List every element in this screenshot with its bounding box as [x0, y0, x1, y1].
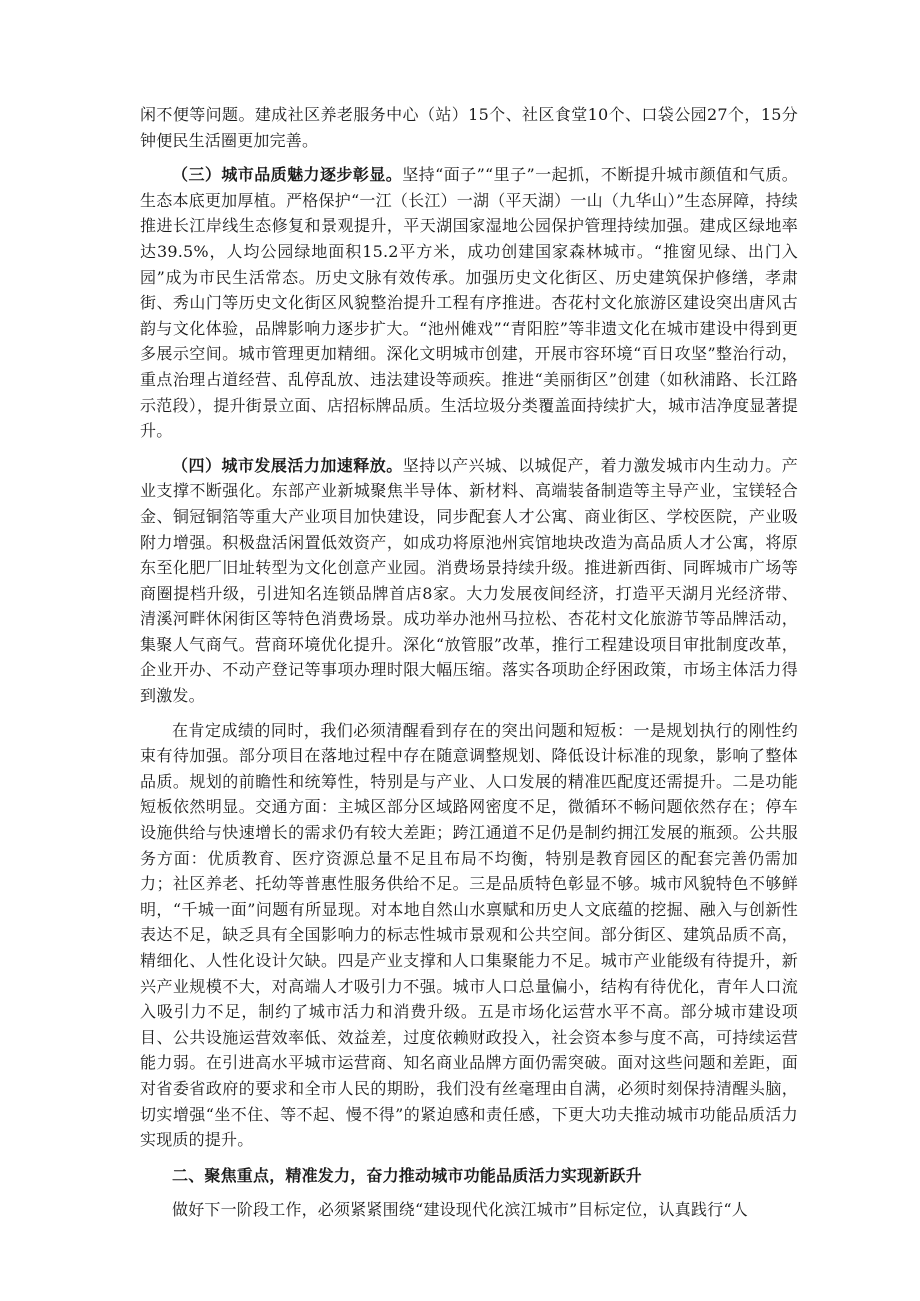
document-page	[140, 102, 798, 1231]
section-4-body: 坚持以产兴城、以城促产，着力激发城市内生动力。产业支撑不断强化。东部产业新城聚焦半导体、新材料、高端装备制造等主导产业，宝镁轻合金、铜冠铜箔等重大产业项目加快建设，同步配套人才公寓、商业街区、学校医院，产业吸附力增强。积极盘活闲置低效资产，如成功将原池州宾馆地块改造为高品质人才公寓，将原东至化肥厂旧址转型为文化创意产业园。消费场景持续升级。推进新西街、同晖城市广场等商圈提档升级，引进知名连锁品牌首店8家。大力发展夜间经济，打造平天湖月光经济带、清溪河畔休闲街区等特色消费场景。成功举办池州马拉松、杏花村文化旅游节等品牌活动，集聚人气商气。营商环境优化提升。深化“放管服”改革，推行工程建设项目审批制度改革，企业开办、不动产登记等事项办理时限大幅压缩。落实各项助企纾困政策，市场主体活力得到激发。	[140, 455, 798, 706]
section-4-lead: （四）城市发展活力加速释放。	[172, 455, 403, 475]
continuation-paragraph: 闲不便等问题。建成社区养老服务中心（站）15个、社区食堂10个、口袋公园27个，15分钟便民生活圈更加完善。	[140, 105, 798, 150]
problems-paragraph: 在肯定成绩的同时，我们必须清醒看到存在的突出问题和短板：一是规划执行的刚性约束有待加强。部分项目在落地过程中存在随意调整规划、降低设计标准的现象，影响了整体品质。规划的前瞻性和统筹性，特别是与产业、人口发展的精准匹配度还需提升。二是功能短板依然明显。交通方面：主城区部分区域路网密度不足，微循环不畅问题依然存在；停车设施供给与快速增长的需求仍有较大差距；跨江通道不足仍是制约拥江发展的瓶颈。公共服务方面：优质教育、医疗资源总量不足且布局不均衡，特别是教育园区的配套完善仍需加力；社区养老、托幼等普惠性服务供给不足。三是品质特色彰显不够。城市风貌特色不够鲜明，“千城一面”问题有所显现。对本地自然山水禀赋和历史人文底蕴的挖掘、融入与创新性表达不足，缺乏具有全国影响力的标志性城市景观和公共空间。部分街区、建筑品质不高，精细化、人性化设计欠缺。四是产业支撑和人口集聚能力不足。城市产业能级有待提升，新兴产业规模不大，对高端人才吸引力不强。城市人口总量偏小，结构有待优化，青年人口流入吸引力不足，制约了城市活力和消费升级。五是市场化运营水平不高。部分城市建设项目、公共设施运营效率低、效益差，过度依赖财政投入，社会资本参与度不高，可持续运营能力弱。在引进高水平城市运营商、知名商业品牌方面仍需突破。面对这些问题和差距，面对省委省政府的要求和全市人民的期盼，我们没有丝毫理由自满，必须时刻保持清醒头脑，切实增强“坐不住、等不起、慢不得”的紧迫感和责任感，下更大功夫推动城市功能品质活力实现质的提升。	[140, 720, 798, 1150]
closing-paragraph: 做好下一阶段工作，必须紧紧围绕“建设现代化滨江城市”目标定位，认真践行“人	[172, 1199, 748, 1219]
section-3-body: 坚持“面子”“里子”一起抓，不断提升城市颜值和气质。生态本底更加厚植。严格保护“一江（长江）一湖（平天湖）一山（九华山）”生态屏障，持续推进长江岸线生态修复和景观提升，平天湖国家湿地公园保护管理持续加强。建成区绿地率达39.5%，人均公园绿地面积15.2平方米，成功创建国家森林城市。“推窗见绿、出门入园”成为市民生活常态。历史文脉有效传承。加强历史文化街区、历史建筑保护修缮，孝肃街、秀山门等历史文化街区风貌整治提升工程有序推进。杏花村文化旅游区建设突出唐风古韵与文化体验，品牌影响力逐步扩大。“池州傩戏”“青阳腔”等非遗文化在城市建设中得到更多展示空间。城市管理更加精细。深化文明城市创建，开展市容环境“百日攻坚”整治行动，重点治理占道经营、乱停乱放、违法建设等顽疾。推进“美丽街区”创建（如秋浦路、长江路示范段），提升街景立面、店招标牌品质。生活垃圾分类覆盖面持续扩大，城市洁净度显著提升。	[140, 165, 798, 441]
section-3-paragraph	[140, 162, 798, 444]
section-heading-2: 二、聚焦重点，精准发力，奋力推动城市功能品质活力实现新跃升	[172, 1165, 642, 1185]
section-4-paragraph	[140, 453, 798, 709]
section-3-lead: （三）城市品质魅力逐步彰显。	[172, 165, 403, 185]
